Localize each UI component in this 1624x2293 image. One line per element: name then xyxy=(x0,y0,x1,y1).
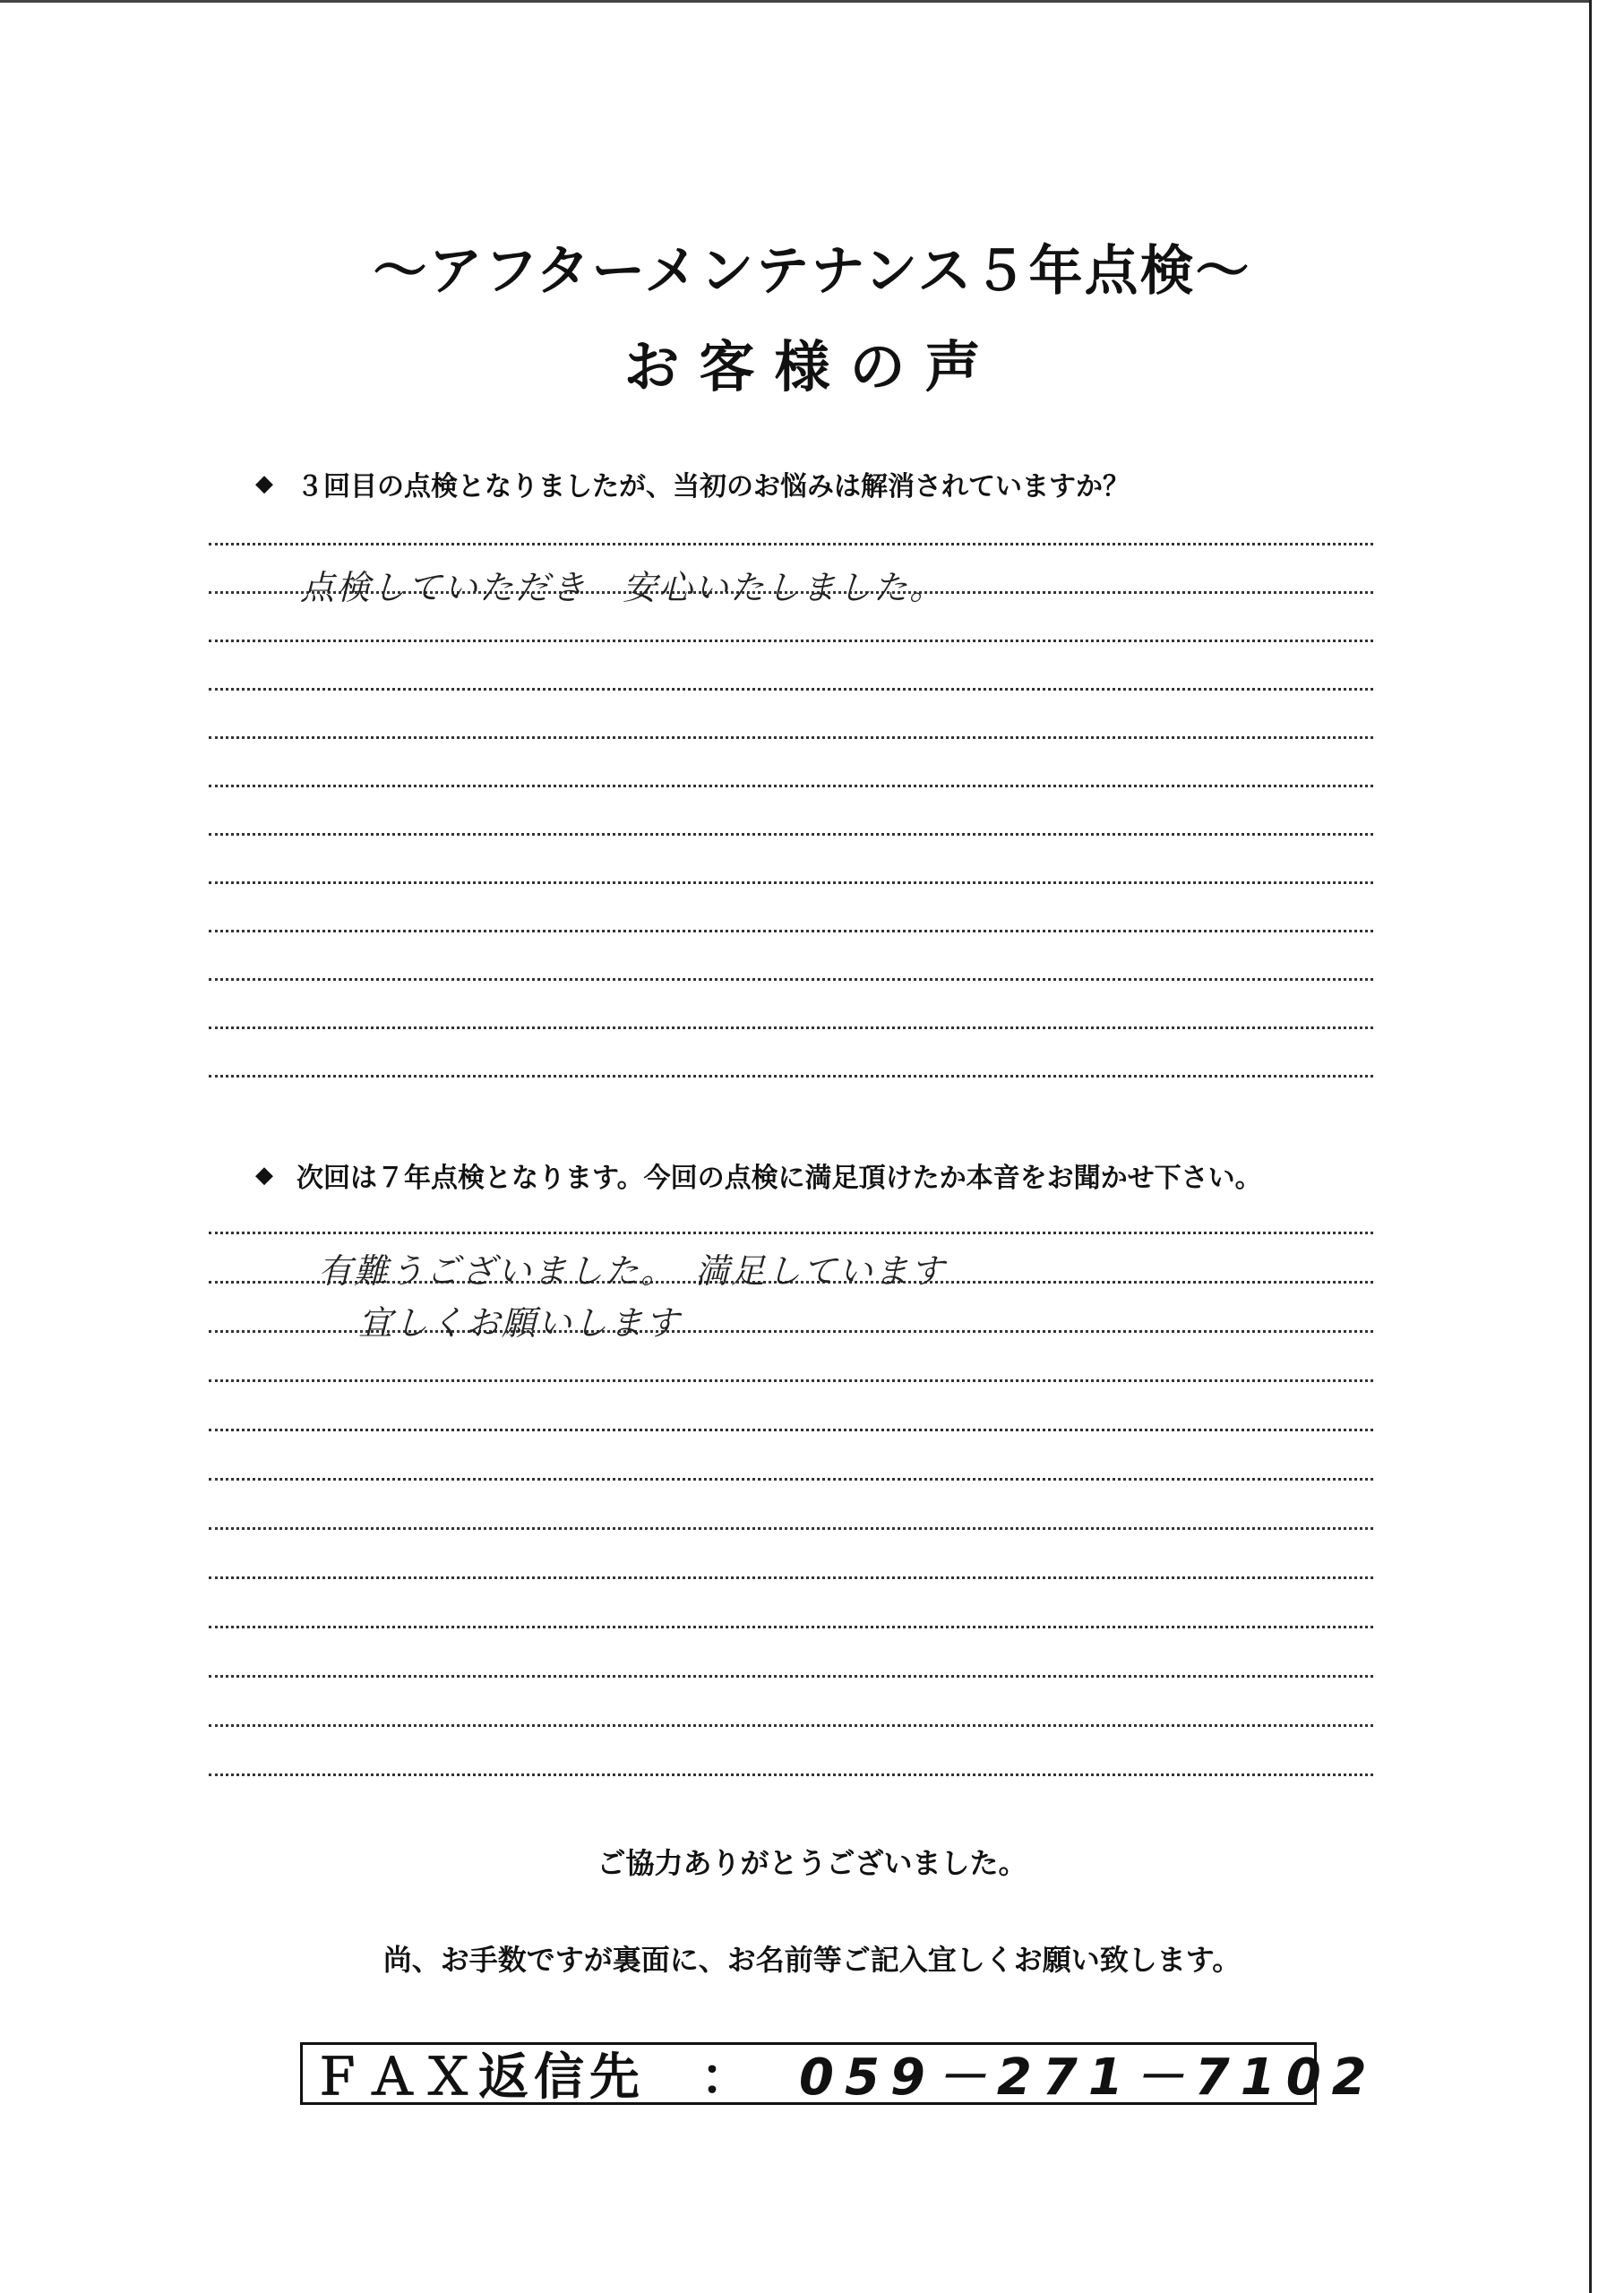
answer-2-handwriting-line-2: 宜しくお願いします xyxy=(358,1303,682,1343)
ruled-line xyxy=(209,833,1373,836)
request-note: 尚、お手数ですが裏面に、お名前等ご記入宜しくお願い致します。 xyxy=(382,1943,1242,1977)
ruled-line xyxy=(209,1576,1373,1579)
ruled-line xyxy=(209,1527,1373,1530)
ruled-line xyxy=(209,736,1373,739)
fax-label: ＦＡＸ返信先 ： xyxy=(312,2048,756,2107)
question-1-text: ３回目の点検となりましたが、当初のお悩みは解消されていますか？ xyxy=(296,471,1130,502)
ruled-line xyxy=(209,543,1373,545)
ruled-line xyxy=(209,688,1373,691)
ruled-line xyxy=(209,1075,1373,1078)
ruled-line xyxy=(209,978,1373,981)
ruled-line xyxy=(209,930,1373,932)
page-title: ～アフターメンテナンス５年点検～ xyxy=(373,240,1251,303)
question-2 xyxy=(255,1155,1262,1195)
ruled-line xyxy=(209,1478,1373,1481)
ruled-line xyxy=(209,1379,1373,1382)
ruled-line xyxy=(209,1773,1373,1776)
fax-reply-box xyxy=(300,2042,1378,2107)
answer-1-lines xyxy=(209,543,1373,1123)
question-2-text: 次回は７年点検となります。今回の点検に満足頂けたか本音をお聞かせ下さい。 xyxy=(296,1163,1262,1194)
ruled-line xyxy=(209,1232,1373,1234)
diamond-bullet-icon: ◆ xyxy=(255,1162,273,1189)
ruled-line xyxy=(209,881,1373,884)
ruled-line xyxy=(209,1026,1373,1029)
page-subtitle: お客様の声 xyxy=(623,334,1001,399)
ruled-line xyxy=(209,1429,1373,1431)
ruled-line xyxy=(209,1626,1373,1628)
ruled-line xyxy=(209,785,1373,787)
fax-number: 059－271－7102 xyxy=(799,2048,1378,2107)
answer-1-handwriting: 点検していただき 安心いたしました。 xyxy=(300,568,946,607)
diamond-bullet-icon: ◆ xyxy=(255,470,273,497)
ruled-line xyxy=(209,640,1373,642)
scan-edge-top xyxy=(0,0,1590,3)
answer-2-handwriting-line-1: 有難うございました。 満足しています xyxy=(318,1251,947,1291)
question-1 xyxy=(255,464,1130,503)
ruled-line xyxy=(209,1724,1373,1727)
ruled-line xyxy=(209,1675,1373,1678)
thanks-message: ご協力ありがとうございました。 xyxy=(597,1846,1027,1880)
